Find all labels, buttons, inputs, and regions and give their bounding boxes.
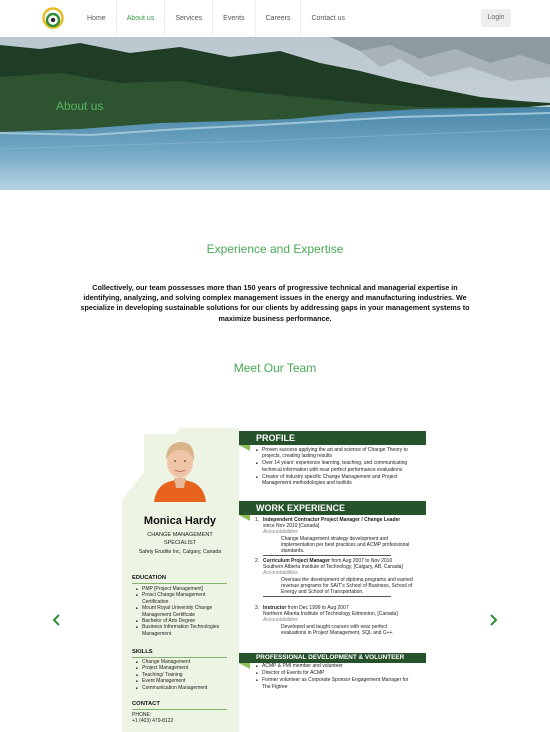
member-photo [144, 434, 216, 502]
education-list [136, 586, 230, 637]
phone-label: PHONE: [132, 712, 152, 718]
job-title: Independent Contractor Project Manager / Change Leader [263, 517, 401, 523]
skill-item: ■ Change Management [136, 659, 230, 665]
skill-item: ■ Event Management [136, 678, 230, 684]
contact-divider [132, 709, 227, 710]
profile-header: PROFILE [239, 431, 426, 445]
education-divider [132, 583, 227, 584]
nav-contact-us[interactable]: Contact us [300, 0, 354, 37]
job-dates: since Nov 2010 [Canada] [263, 523, 320, 530]
nav-about-us[interactable]: About us [116, 0, 165, 37]
login-button[interactable]: Login [481, 9, 511, 27]
contact-label: CONTACT [132, 701, 160, 707]
education-item: ■ Mount Royal University Change Management Certificate [136, 605, 230, 618]
nav-menu [77, 0, 355, 37]
job-divider [263, 596, 391, 597]
hero-title: About us [56, 99, 104, 113]
pd-item: ■ ACMP & PMI member and volunteer [256, 663, 416, 669]
nav-careers[interactable]: Careers [255, 0, 301, 37]
job-entry [255, 605, 413, 636]
expertise-text: Collectively, our team possesses more than 150 years of progressive technical and managerial expertise in identifying, analyzing, and solving complex management issues in the energy and manufacturing industries. We specialize in developing sustainable solutions for our clients by addressing gaps in your management systems to maximize business performance. [80, 283, 470, 323]
job-location: Northern Alberta Institute of Technology Edmonton, [Canada] [263, 611, 398, 618]
expertise-heading: Experience and Expertise [206, 242, 344, 256]
chevron-left-icon[interactable] [52, 614, 62, 626]
member-name: Monica Hardy [143, 515, 217, 527]
member-role: CHANGE MANAGEMENT SPECIALIST [147, 532, 213, 546]
job-location: Southern Alberta Institute of Technology, [Calgary, AB, Canada] [263, 564, 403, 571]
job-title: Instructor [263, 605, 287, 611]
job-description: Oversaw the development of diploma programs and earned revenue programs for SAIT's School of Business, School of Energy and School of Transportation. [281, 576, 413, 596]
job-dates: from Aug 2007 to Nov 2010 [331, 558, 393, 564]
top-nav [0, 0, 550, 37]
member-organization: Safety Erudite Inc, Calgary, Canada [138, 549, 222, 555]
education-item: ■ PMP [Project Management] [136, 586, 230, 592]
job-title: Curriculum Project Manager [263, 558, 330, 564]
education-item: ■ Bachelor of Arts Degree [136, 618, 230, 624]
accountabilities-label: Accountabilities [263, 529, 298, 536]
skill-item: ■ Communication Management [136, 685, 230, 691]
job-number: 3. [255, 605, 260, 611]
job-entry [255, 558, 413, 597]
profile-item: ■ Over 14 years' experience learning, teaching, and communicating technical information with near perfect performance evaluations [256, 460, 416, 472]
skills-list [136, 659, 230, 691]
skill-item: ■ Project Management [136, 665, 230, 671]
lake-forest-image [0, 37, 550, 190]
phone-number: +1 (403) 479-8122 [132, 718, 174, 724]
nav-events[interactable]: Events [212, 0, 254, 37]
team-heading: Meet Our Team [233, 361, 317, 375]
profile-list [256, 447, 416, 487]
work-experience-header: WORK EXPERIENCE [239, 501, 426, 515]
profile-header-accent [239, 445, 250, 451]
accountabilities-label: Accountabilities [263, 570, 298, 577]
skill-item: ■ Teaching/ Training [136, 672, 230, 678]
education-label: EDUCATION [132, 575, 167, 581]
hero-banner [0, 37, 550, 190]
circle-logo-icon[interactable] [42, 7, 64, 29]
skills-label: SKILLS [132, 649, 153, 655]
job-number: 2. [255, 558, 260, 564]
job-description: Change Management strategy development and implementation per best practices and ACMP professional standards. [281, 535, 410, 555]
chevron-right-icon[interactable] [488, 614, 498, 626]
job-description: Developed and taught courses with near perfect evaluations in Project Management, SQL and C++. [281, 623, 394, 636]
job-entry [255, 517, 413, 556]
nav-services[interactable]: Services [164, 0, 212, 37]
team-member-resume [122, 428, 428, 732]
professional-development-header: PROFESSIONAL DEVELOPMENT & VOLUNTEER [239, 653, 426, 663]
accountabilities-label: Accountabilities [263, 617, 298, 624]
pd-header-accent [239, 663, 250, 669]
job-divider [263, 555, 391, 556]
work-header-accent [239, 515, 250, 521]
skills-divider [132, 657, 227, 658]
pd-item: ■ Director of Events for ACMP [256, 670, 416, 676]
professional-development-list [256, 663, 416, 691]
nav-home[interactable]: Home [87, 15, 106, 22]
pd-item: ■ Former volunteer as Corporate Sponsor Engagement Manager for The Figtree [256, 677, 416, 689]
profile-item: ■ Creator of industry specific Change Management and Project Management methodologies and toolkits [256, 474, 416, 486]
profile-item: ■ Proven success applying the art and science of Change Theory to projects, creating lasting results [256, 447, 416, 459]
education-item: ■ Business Information Technologies Management [136, 624, 230, 637]
job-number: 1. [255, 517, 260, 523]
education-item: ■ Prosci Change Management Certification [136, 592, 230, 605]
job-dates: from Dec 1999 to Aug 2007 [287, 605, 349, 611]
